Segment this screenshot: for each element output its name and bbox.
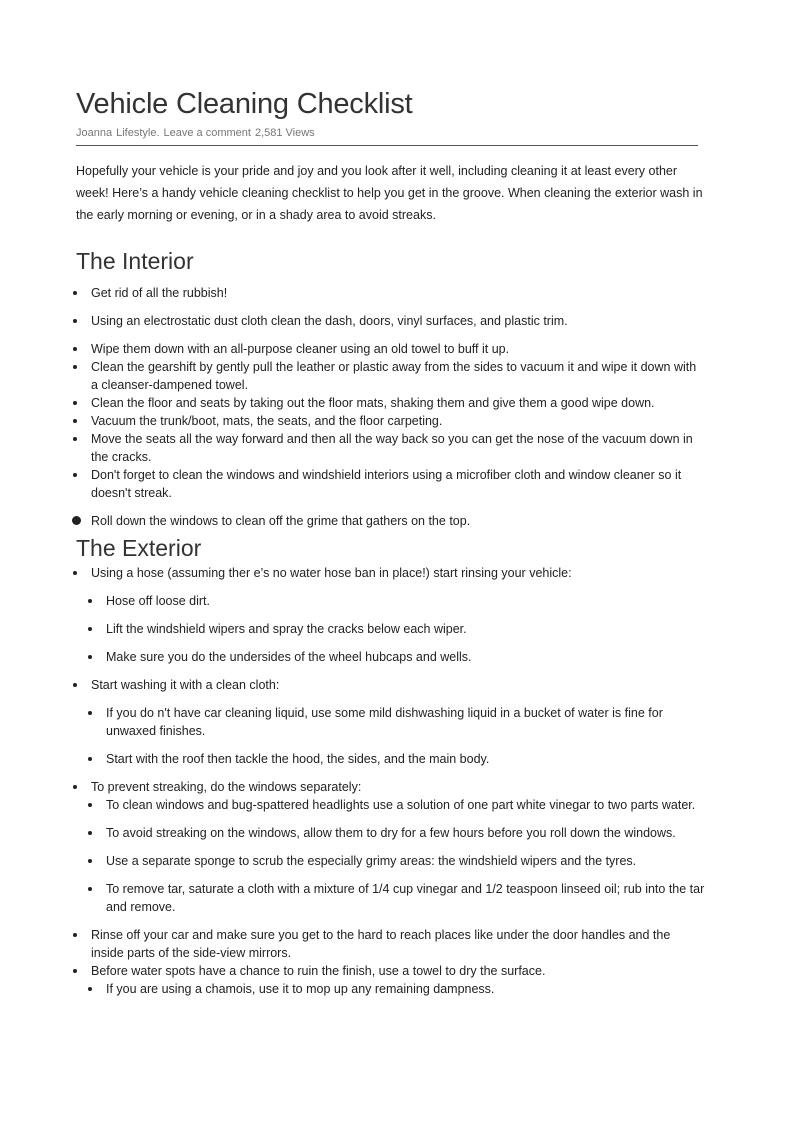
list-item: To prevent streaking, do the windows separately:: [76, 778, 706, 796]
sub-list-item: Use a separate sponge to scrub the especially grimy areas: the windshield wipers and the tyres.: [76, 852, 706, 870]
list-item: Start washing it with a clean cloth:: [76, 676, 706, 694]
list-item: Get rid of all the rubbish!: [76, 284, 706, 302]
sub-list-item: If you are using a chamois, use it to mop up any remaining dampness.: [76, 980, 706, 998]
sub-list-item: Start with the roof then tackle the hood, the sides, and the main body.: [76, 750, 706, 768]
list-item: Move the seats all the way forward and then all the way back so you can get the nose of the vacuum down in the cracks.: [76, 430, 706, 466]
list-item: Vacuum the trunk/boot, mats, the seats, and the floor carpeting.: [76, 412, 706, 430]
category-link[interactable]: Lifestyle.: [116, 127, 160, 139]
sub-list-item: To remove tar, saturate a cloth with a mixture of 1/4 cup vinegar and 1/2 teaspoon linseed oil; rub into the tar and remove.: [76, 880, 706, 916]
list-item: Using a hose (assuming ther e’s no water hose ban in place!) start rinsing your vehicle:: [76, 564, 706, 582]
sub-list-item: To avoid streaking on the windows, allow them to dry for a few hours before you roll down the windows.: [76, 824, 706, 842]
interior-list: [76, 284, 706, 530]
list-item: Clean the gearshift by gently pull the leather or plastic away from the sides to vacuum it and wipe it down with a cleanser-dampened towel.: [76, 358, 706, 394]
list-item: Roll down the windows to clean off the grime that gathers on the top.: [76, 512, 706, 530]
article-meta: [76, 127, 698, 146]
sub-list-item: If you do n't have car cleaning liquid, use some mild dishwashing liquid in a bucket of water is fine for unwaxed finishes.: [76, 704, 706, 740]
author-link[interactable]: Joanna: [76, 127, 113, 139]
page-title: Vehicle Cleaning Checklist: [76, 88, 413, 120]
list-item: Wipe them down with an all-purpose cleaner using an old towel to buff it up.: [76, 340, 706, 358]
list-item: Don't forget to clean the windows and windshield interiors using a microfiber cloth and window cleaner so it doesn't streak.: [76, 466, 706, 502]
list-item: Rinse off your car and make sure you get to the hard to reach places like under the door handles and the inside parts of the side-view mirrors.: [76, 926, 706, 962]
exterior-list: [76, 564, 706, 998]
exterior-heading: The Exterior: [76, 535, 202, 561]
view-count: 2,581 Views: [254, 127, 315, 139]
interior-heading: The Interior: [76, 248, 194, 274]
list-item: Using an electrostatic dust cloth clean the dash, doors, vinyl surfaces, and plastic trim.: [76, 312, 706, 330]
sub-list-item: Hose off loose dirt.: [76, 592, 706, 610]
article: [76, 88, 706, 998]
list-item: Before water spots have a chance to ruin the finish, use a towel to dry the surface.: [76, 962, 706, 980]
intro-paragraph: Hopefully your vehicle is your pride and joy and you look after it well, including cleaning it at least every other week! Here’s a handy vehicle cleaning checklist to help you get in the groove. When cleaning the exterior wash in the early morning or evening, or in a shady area to avoid streaks.: [76, 164, 703, 222]
sub-list-item: Make sure you do the undersides of the wheel hubcaps and wells.: [76, 648, 706, 666]
list-item: Clean the floor and seats by taking out the floor mats, shaking them and give them a good wipe down.: [76, 394, 706, 412]
leave-comment-link[interactable]: Leave a comment: [163, 127, 251, 139]
sub-list-item: Lift the windshield wipers and spray the cracks below each wiper.: [76, 620, 706, 638]
sub-list-item: To clean windows and bug-spattered headlights use a solution of one part white vinegar to two parts water.: [76, 796, 706, 814]
